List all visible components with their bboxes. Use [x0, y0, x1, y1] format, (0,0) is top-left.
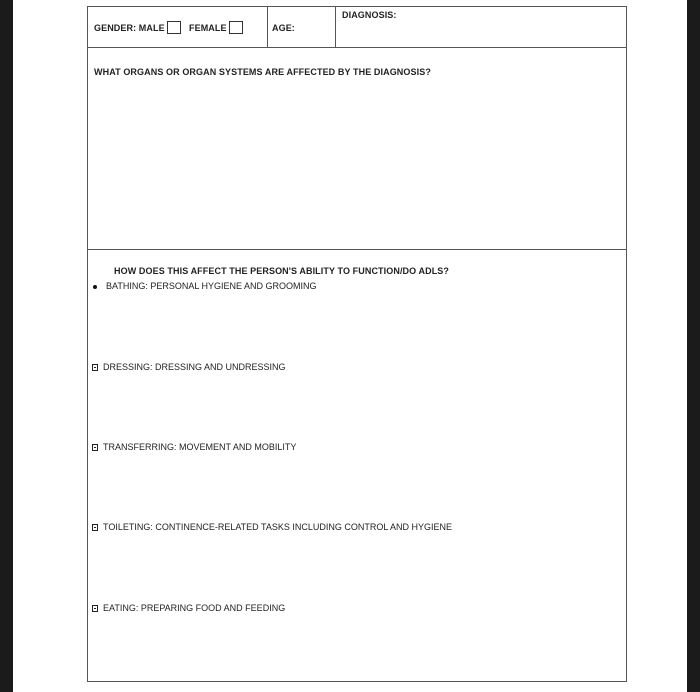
dressing-answer-area[interactable]: [94, 378, 620, 438]
organs-section: [88, 48, 626, 250]
square-bullet-icon: [92, 524, 98, 531]
adl-item-label: TRANSFERRING: MOVEMENT AND MOBILITY: [103, 442, 297, 452]
gender-label: GENDER: MALE: [94, 23, 165, 33]
female-checkbox[interactable]: [229, 21, 243, 34]
toileting-answer-area[interactable]: [94, 538, 620, 598]
square-bullet-icon: [92, 605, 98, 612]
organs-question: WHAT ORGANS OR ORGAN SYSTEMS ARE AFFECTED BY THE DIAGNOSIS?: [94, 67, 431, 77]
adl-item-transferring: [88, 442, 296, 452]
adl-item-label: EATING: PREPARING FOOD AND FEEDING: [103, 603, 286, 613]
adl-item-bathing: [88, 281, 317, 291]
gender-cell: [88, 7, 268, 47]
square-bullet-icon: [92, 444, 98, 451]
adl-item-label: DRESSING: DRESSING AND UNDRESSING: [103, 362, 286, 372]
header-row: [88, 7, 626, 48]
age-label: AGE:: [272, 23, 295, 33]
transferring-answer-area[interactable]: [94, 458, 620, 518]
adls-question: HOW DOES THIS AFFECT THE PERSON'S ABILITY TO FUNCTION/DO ADLS?: [114, 266, 450, 276]
bullet-dot-icon: [93, 285, 97, 289]
eating-answer-area[interactable]: [94, 619, 620, 677]
diagnosis-label: DIAGNOSIS:: [342, 10, 397, 20]
adl-item-label: BATHING: PERSONAL HYGIENE AND GROOMING: [106, 281, 317, 291]
adl-item-toileting: [88, 522, 452, 532]
adl-item-label: TOILETING: CONTINENCE-RELATED TASKS INCLUDING CONTROL AND HYGIENE: [103, 522, 453, 532]
age-cell[interactable]: [268, 7, 336, 47]
assessment-form: [87, 6, 627, 682]
bathing-answer-area[interactable]: [94, 297, 620, 357]
square-bullet-icon: [92, 364, 98, 371]
adl-item-eating: [88, 603, 285, 613]
adl-item-dressing: [88, 362, 286, 372]
female-label: FEMALE: [189, 23, 227, 33]
diagnosis-cell[interactable]: [336, 7, 626, 47]
organs-answer-area[interactable]: [94, 82, 620, 242]
male-checkbox[interactable]: [167, 21, 181, 34]
document-page: [13, 0, 687, 692]
